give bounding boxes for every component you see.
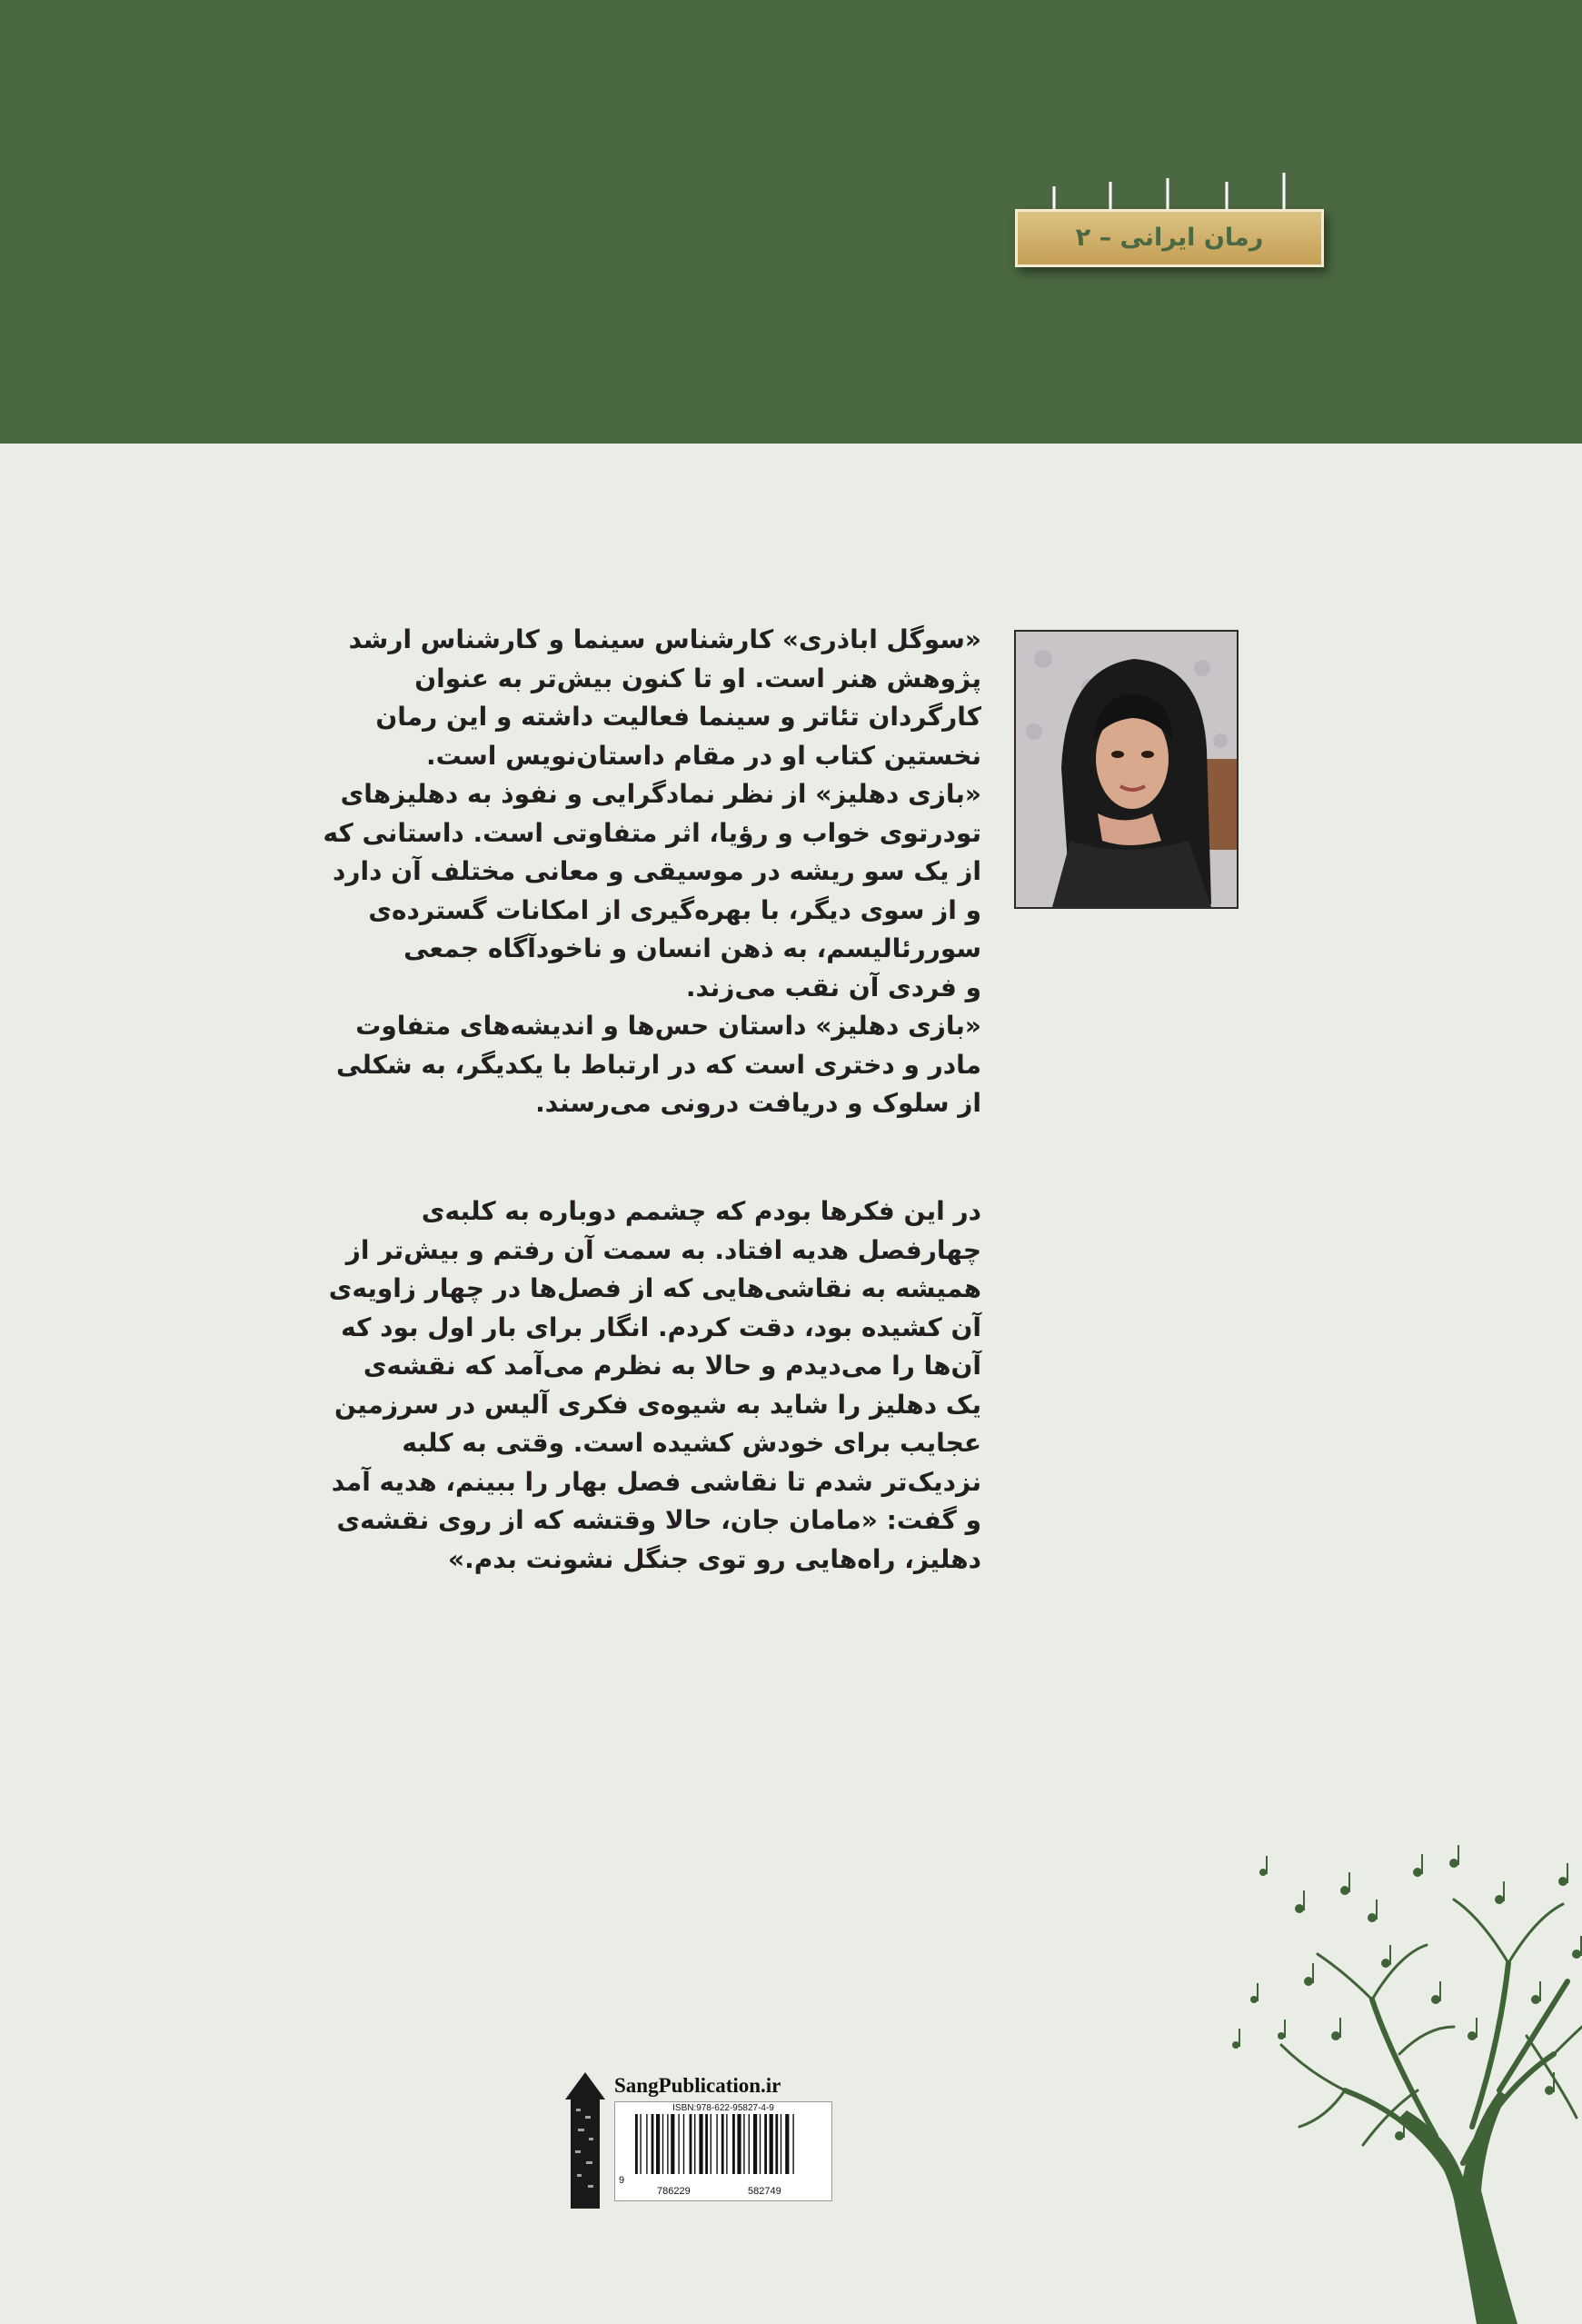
excerpt-line: عجایب برای خودش کشیده است. وقتی به کلبه (402, 1428, 981, 1458)
bio-line: «بازی دهلیز» از نظر نمادگرایی و نفوذ به دهلیزهای (340, 779, 981, 809)
music-tree-illustration (1072, 1818, 1582, 2324)
excerpt-line: آن‌ها را می‌دیدم و حالا به نظرم می‌آمد که نقشه‌ی (363, 1351, 981, 1381)
excerpt-line: یک دهلیز را شاید به شیوه‌ی فکری آلیس در سرزمین (334, 1389, 981, 1420)
bio-line: از سلوک و دریافت درونی می‌رسند. (535, 1088, 981, 1118)
excerpt-line: و گفت: «مامان جان، حالا وقتشه که از روی نقشه‌ی (336, 1505, 981, 1535)
excerpt-line: نزدیک‌تر شدم تا نقاشی فصل بهار را ببینم، هدیه آمد (331, 1466, 981, 1497)
bio-line: مادر و دختری است که در ارتباط با یکدیگر، به شکلی (336, 1049, 981, 1080)
bio-line: «بازی دهلیز» داستان حس‌ها و اندیشه‌های متفاوت (355, 1011, 981, 1041)
bio-line: و از سوی دیگر، با بهره‌گیری از امکانات گسترده‌ی (368, 894, 981, 925)
barcode-bars (619, 2114, 828, 2187)
bio-line: از یک سو ریشه در موسیقی و معانی مختلف آن دارد (333, 856, 981, 886)
bio-line: و فردی آن نقب می‌زند. (685, 972, 981, 1002)
excerpt-line: دهلیز، راه‌هایی رو توی جنگل نشونت بدم.» (448, 1543, 981, 1574)
barcode-digit-first: 9 (619, 2175, 625, 2186)
series-label: رمان ایرانی – ۲ (1015, 209, 1324, 267)
excerpt-line: در این فکرها بودم که چشمم دوباره به کلبه‌ی (421, 1196, 981, 1226)
excerpt-line: همیشه به نقاشی‌هایی که از فصل‌ها در چهار زاویه‌ی (328, 1273, 981, 1303)
author-bio (323, 621, 981, 1123)
isbn-number: ISBN:978-622-95827-4-9 (672, 2103, 774, 2113)
excerpt-line: چهارفصل هدیه افتاد. به سمت آن رفتم و بیش‌تر از (345, 1234, 981, 1265)
publisher-logo (563, 2072, 607, 2209)
publisher-website: SangPublication.ir (614, 2074, 781, 2097)
bio-line: نخستین کتاب او در مقام داستان‌نویس است. (425, 740, 981, 771)
barcode-digits-right: 582749 (748, 2186, 781, 2197)
author-photo (1014, 630, 1239, 909)
series-tick-marks (0, 0, 1582, 444)
barcode-digits-left: 786229 (657, 2186, 691, 2197)
bio-line: «سوگل اباذری» کارشناس سینما و کارشناس ارشد (348, 624, 981, 654)
bio-line: تودرتوی خواب و رؤیا، اثر متفاوتی است. داستانی که (323, 817, 981, 848)
bio-line: سوررئالیسم، به ذهن انسان و ناخودآگاه جمعی (403, 933, 981, 963)
publisher-info (563, 2072, 845, 2218)
book-excerpt (328, 1192, 981, 1579)
isbn-barcode (614, 2101, 832, 2201)
bio-line: کارگردان تئاتر و سینما فعالیت داشته و این رمان (375, 702, 981, 732)
bio-line: پژوهش هنر است. او تا کنون بیش‌تر به عنوان (414, 663, 981, 693)
excerpt-line: آن کشیده بود، دقت کردم. انگار برای بار اول بود که (341, 1312, 981, 1342)
